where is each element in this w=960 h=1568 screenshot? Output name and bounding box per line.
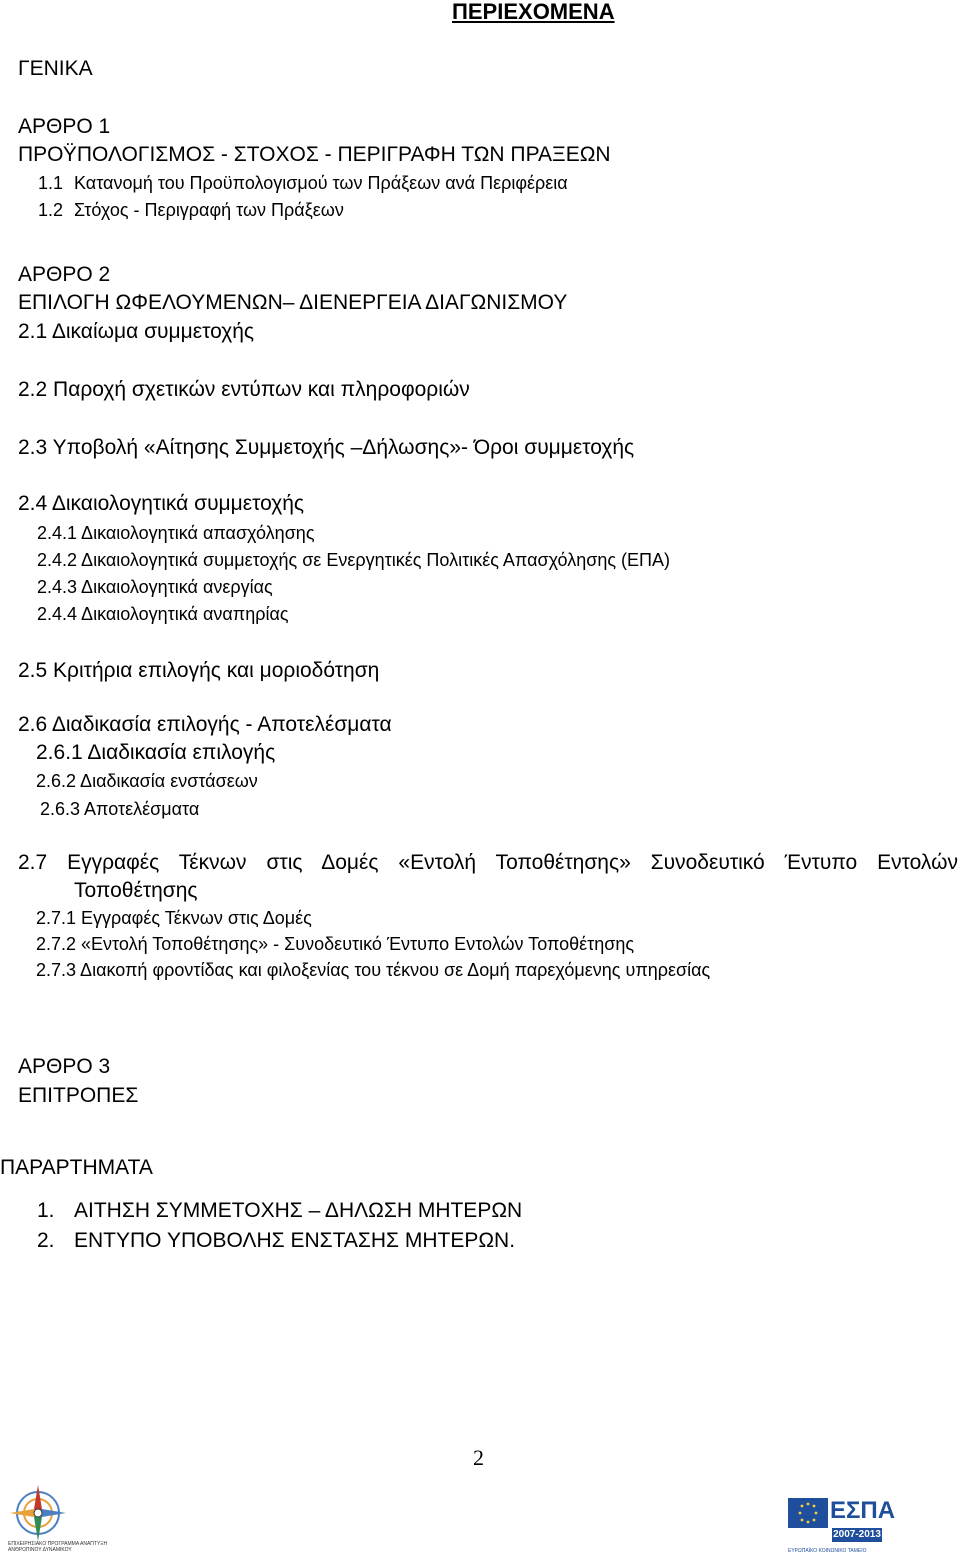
toc-item-1-2-number: 1.2 <box>38 200 64 220</box>
appendices-title: ΠΑΡΑΡΤΗΜΑΤΑ <box>0 1156 153 1179</box>
toc-item-2-7-continued: Τοποθέτησης <box>74 879 198 902</box>
article-2-title: ΕΠΙΛΟΓΗ ΩΦΕΛΟΥΜΕΝΩΝ– ΔΙΕΝΕΡΓΕΙΑ ΔΙΑΓΩΝΙΣΜΟΥ <box>18 291 568 314</box>
appendix-2-number: 2. <box>37 1229 55 1252</box>
toc-item-2-7-3: 2.7.3 Διακοπή φροντίδας και φιλοξενίας του τέκνου σε Δομή παρεχόμενης υπηρεσίας <box>36 960 711 980</box>
toc-item-2-6-3: 2.6.3 Αποτελέσματα <box>40 799 200 819</box>
toc-item-1-1: Κατανομή του Προϋπολογισμού των Πράξεων ανά Περιφέρεια <box>74 173 568 193</box>
toc-item-2-6-1: 2.6.1 Διαδικασία επιλογής <box>36 741 276 764</box>
toc-item-2-6-2: 2.6.2 Διαδικασία ενστάσεων <box>36 771 258 791</box>
page-number: 2 <box>473 1445 484 1470</box>
toc-item-2-7-2: 2.7.2 «Εντολή Τοποθέτησης» - Συνοδευτικό Έντυπο Εντολών Τοποθέτησης <box>36 934 635 954</box>
program-logo <box>8 1483 128 1563</box>
article-1-title: ΠΡΟΫΠΟΛΟΓΙΣΜΟΣ - ΣΤΟΧΟΣ - ΠΕΡΙΓΡΑΦΗ ΤΩΝ ΠΡΑΞΕΩΝ <box>18 143 611 166</box>
eu-flag-icon <box>788 1498 828 1528</box>
toc-item-2-7-1: 2.7.1 Εγγραφές Τέκνων στις Δομές <box>36 908 312 928</box>
article-3-label: ΑΡΘΡΟ 3 <box>18 1055 111 1078</box>
toc-item-2-6: 2.6 Διαδικασία επιλογής - Αποτελέσματα <box>18 713 392 736</box>
page-heading: ΠΕΡΙΕΧΟΜΕΝΑ <box>452 0 615 24</box>
toc-item-2-1: 2.1 Δικαίωμα συμμετοχής <box>18 320 255 343</box>
appendix-1-number: 1. <box>37 1199 55 1222</box>
general-section: ΓΕΝΙΚΑ <box>18 57 93 80</box>
toc-item-2-4-4: 2.4.4 Δικαιολογητικά αναπηρίας <box>37 604 289 624</box>
toc-item-2-7: 2.7 Εγγραφές Τέκνων στις Δομές «Εντολή Τοποθέτησης» Συνοδευτικό Έντυπο Εντολών <box>18 851 958 874</box>
toc-item-2-5: 2.5 Κριτήρια επιλογής και μοριοδότηση <box>18 659 380 682</box>
espa-fund-caption: ΕΥΡΩΠΑΪΚΟ ΚΟΙΝΩΝΙΚΟ ΤΑΜΕΙΟ <box>788 1548 867 1554</box>
toc-item-2-2: 2.2 Παροχή σχετικών εντύπων και πληροφοριών <box>18 378 470 401</box>
appendix-2: ΕΝΤΥΠΟ ΥΠΟΒΟΛΗΣ ΕΝΣΤΑΣΗΣ ΜΗΤΕΡΩΝ. <box>74 1229 516 1252</box>
toc-item-2-4-1: 2.4.1 Δικαιολογητικά απασχόλησης <box>37 523 315 543</box>
toc-item-1-2: Στόχος - Περιγραφή των Πράξεων <box>74 200 344 220</box>
article-1-label: ΑΡΘΡΟ 1 <box>18 115 111 138</box>
program-logo-caption: ΕΠΙΧΕΙΡΗΣΙΑΚΟ ΠΡΟΓΡΑΜΜΑ ΑΝΑΠΤΥΞΗ ΑΝΘΡΩΠΙΝΟΥ ΔΥΝΑΜΙΚΟΥ <box>8 1541 108 1553</box>
appendix-1: ΑΙΤΗΣΗ ΣΥΜΜΕΤΟΧΗΣ – ΔΗΛΩΣΗ ΜΗΤΕΡΩΝ <box>74 1199 523 1222</box>
toc-item-2-4-2: 2.4.2 Δικαιολογητικά συμμετοχής σε Ενεργητικές Πολιτικές Απασχόλησης (ΕΠΑ) <box>37 550 671 570</box>
espa-years: 2007-2013 <box>833 1529 881 1540</box>
toc-item-1-1-number: 1.1 <box>38 173 64 193</box>
toc-item-2-3: 2.3 Υποβολή «Αίτησης Συμμετοχής –Δήλωσης»- Όροι συμμετοχής <box>18 436 635 459</box>
espa-wordmark: ΕΣΠΑ <box>830 1497 896 1524</box>
article-2-label: ΑΡΘΡΟ 2 <box>18 263 111 286</box>
toc-item-2-4: 2.4 Δικαιολογητικά συμμετοχής <box>18 492 305 515</box>
espa-logo <box>788 1497 896 1566</box>
article-3-title: ΕΠΙΤΡΟΠΕΣ <box>18 1084 139 1107</box>
toc-item-2-4-3: 2.4.3 Δικαιολογητικά ανεργίας <box>37 577 273 597</box>
